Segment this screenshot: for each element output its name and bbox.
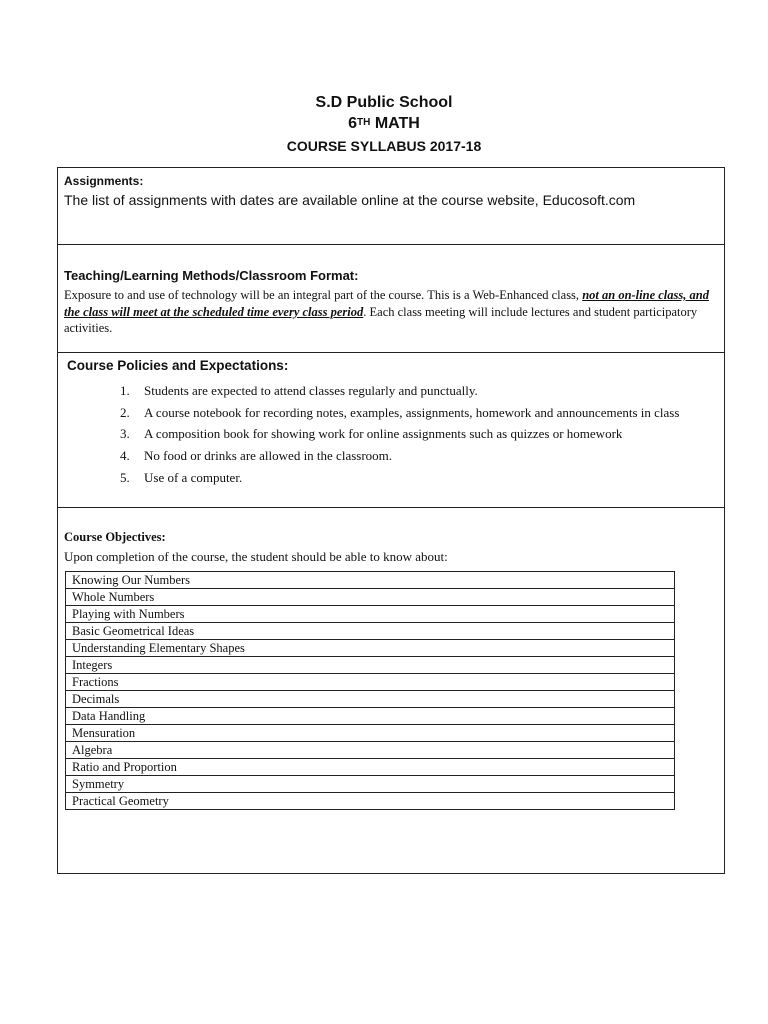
grade-superscript: TH	[357, 117, 371, 128]
policy-item	[120, 380, 679, 402]
syllabus-title: COURSE SYLLABUS 2017-18	[286, 138, 482, 154]
teaching-heading: Teaching/Learning Methods/Classroom Format:	[64, 268, 359, 283]
policy-item	[120, 445, 679, 467]
table-row	[66, 725, 675, 742]
table-row	[66, 691, 675, 708]
policy-item	[120, 423, 679, 445]
topic-cell: Practical Geometry	[66, 793, 675, 810]
assignments-text: The list of assignments with dates are available online at the course website, Educosoft.com	[64, 192, 636, 208]
course-grade	[0, 114, 768, 134]
table-row	[66, 589, 675, 606]
teaching-text-emphasis: not an on-line class, and the class will meet at the scheduled time every class period	[64, 288, 709, 319]
teaching-section	[58, 245, 724, 353]
grade-number: 6	[348, 115, 358, 132]
objectives-table	[65, 571, 675, 810]
teaching-text-start: Exposure to and use of technology will be an integral part of the course. This is a Web-Enhanced class,	[64, 288, 583, 302]
topic-cell: Mensuration	[66, 725, 675, 742]
table-row	[66, 572, 675, 589]
policies-list	[120, 380, 679, 488]
topic-cell: Ratio and Proportion	[66, 759, 675, 776]
subject-name: MATH	[374, 115, 420, 132]
objectives-heading: Course Objectives:	[64, 530, 166, 544]
policy-number: 3.	[120, 426, 130, 442]
table-row	[66, 640, 675, 657]
table-row	[66, 708, 675, 725]
topic-cell: Data Handling	[66, 708, 675, 725]
topic-cell: Whole Numbers	[66, 589, 675, 606]
topic-cell: Symmetry	[66, 776, 675, 793]
policy-number: 4.	[120, 448, 130, 464]
topic-cell: Knowing Our Numbers	[66, 572, 675, 589]
topic-cell: Understanding Elementary Shapes	[66, 640, 675, 657]
teaching-text-end: . Each class meeting will include lectures and student participatory activities.	[64, 304, 698, 335]
policy-text: A course notebook for recording notes, examples, assignments, homework and announcements in class	[144, 404, 680, 420]
topic-cell: Playing with Numbers	[66, 606, 675, 623]
table-row	[66, 742, 675, 759]
syllabus-box	[57, 167, 725, 874]
topic-cell: Fractions	[66, 674, 675, 691]
policy-number: 2.	[120, 404, 130, 420]
policy-item	[120, 467, 679, 489]
topic-cell: Decimals	[66, 691, 675, 708]
policies-heading: Course Policies and Expectations:	[67, 358, 289, 373]
table-row	[66, 606, 675, 623]
document-header	[0, 92, 768, 157]
policy-text: Use of a computer.	[144, 469, 243, 485]
policy-text: No food or drinks are allowed in the classroom.	[144, 448, 393, 464]
table-row	[66, 657, 675, 674]
table-row	[66, 623, 675, 640]
policies-section	[58, 353, 724, 508]
policy-text: Students are expected to attend classes regularly and punctually.	[144, 383, 478, 398]
policy-text: A composition book for showing work for online assignments such as quizzes or homework	[144, 426, 623, 442]
objectives-intro: Upon completion of the course, the student should be able to know about:	[64, 549, 448, 564]
topic-cell: Basic Geometrical Ideas	[66, 623, 675, 640]
school-name: S.D Public School	[315, 94, 453, 111]
policy-number: 5.	[120, 469, 130, 485]
table-row	[66, 776, 675, 793]
policy-number: 1.	[120, 383, 130, 398]
policy-item	[120, 402, 679, 424]
teaching-text	[64, 287, 716, 337]
table-row	[66, 793, 675, 810]
topic-cell: Integers	[66, 657, 675, 674]
assignments-heading: Assignments:	[64, 174, 144, 188]
topic-cell: Algebra	[66, 742, 675, 759]
assignments-section	[58, 168, 724, 245]
table-row	[66, 674, 675, 691]
table-row	[66, 759, 675, 776]
objectives-section	[58, 508, 724, 873]
